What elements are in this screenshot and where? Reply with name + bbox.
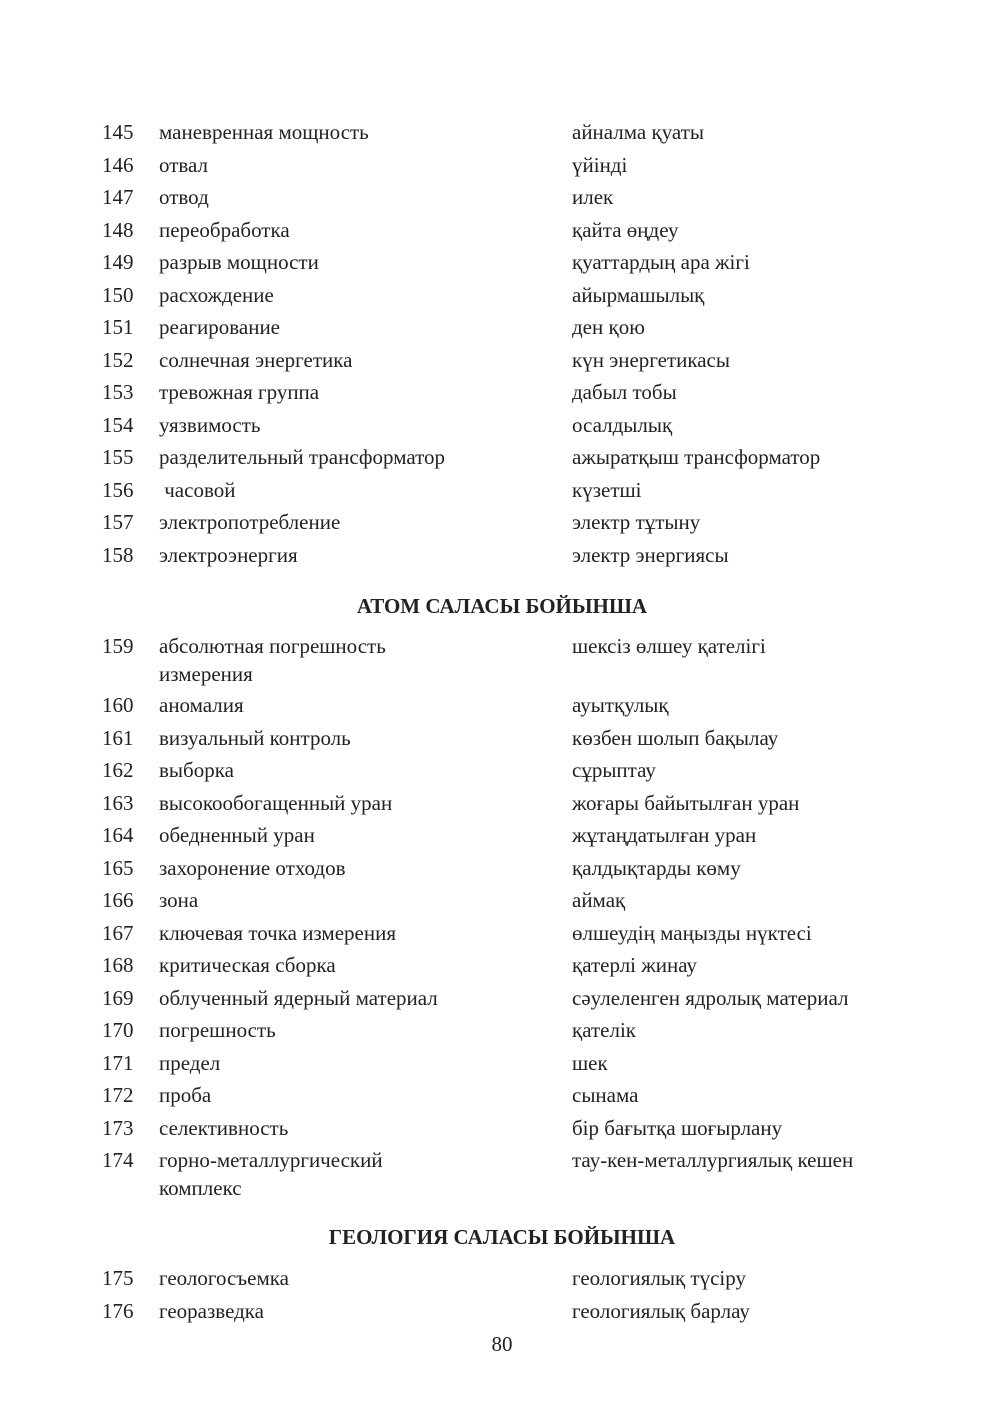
kazakh-term: бір бағытқа шоғырлану [572,1115,783,1140]
table-row [0,508,1004,541]
russian-term: геологосъемка [159,1266,289,1290]
kazakh-term: дабыл тобы [572,380,677,404]
kazakh-term: сұрыптау [572,758,656,782]
russian-term: обедненный уран [159,823,315,847]
page-number: 80 [491,1332,513,1356]
kazakh-term: айырмашылық [572,282,705,307]
russian-term: высокообогащенный уран [159,790,393,815]
kazakh-term: сәулеленген ядролық материал [572,985,849,1010]
entry-number: 157 [102,510,134,534]
table-row [0,724,1004,757]
russian-term: облученный ядерный материал [159,985,438,1010]
russian-term: расхождение [159,282,274,307]
russian-term: ключевая точка измерения [159,920,396,945]
russian-term: солнечная энергетика [159,347,353,372]
table-row [0,541,1004,574]
entry-number: 163 [102,790,134,815]
russian-term: выборка [159,758,234,782]
table-row [0,183,1004,216]
entry-number: 169 [102,985,134,1010]
table-row [0,118,1004,151]
entry-number: 168 [102,953,134,977]
glossary-section-geology [0,1264,1004,1329]
entry-number: 166 [102,888,134,912]
russian-term: абсолютная погрешность измерения [159,634,386,686]
entry-number: 161 [102,725,134,750]
entry-number: 148 [102,217,134,242]
russian-term: отвод [159,185,209,209]
section-heading-geology: ГЕОЛОГИЯ САЛАСЫ БОЙЫНША [328,1225,676,1249]
kazakh-term: қателік [572,1018,636,1042]
entry-number: 152 [102,347,134,372]
entry-number: 158 [102,542,134,567]
entry-number: 171 [102,1050,134,1075]
entry-number: 167 [102,920,134,945]
entry-number: 176 [102,1298,134,1323]
kazakh-term: шексіз өлшеу қателігі [572,634,766,658]
entry-number: 147 [102,185,134,209]
russian-term: аномалия [159,693,244,717]
table-row [0,1114,1004,1147]
table-row [0,1297,1004,1330]
table-row [0,886,1004,919]
section-heading-atom: АТОМ САЛАСЫ БОЙЫНША [356,594,648,618]
russian-term: уязвимость [159,412,261,437]
entry-number: 154 [102,412,134,437]
table-row [0,632,1004,691]
russian-term: переобработка [159,217,290,242]
russian-term: тревожная группа [159,380,320,404]
russian-term: проба [159,1083,212,1107]
entry-number: 156 [102,477,134,502]
entry-number: 145 [102,120,134,144]
entry-number: 155 [102,445,134,469]
kazakh-term: электр тұтыну [572,510,701,534]
russian-term: часовой [159,477,236,502]
glossary-section-atom [0,632,1004,1205]
table-row [0,1049,1004,1082]
kazakh-term: өлшеудің маңызды нүктесі [572,920,812,945]
entry-number: 174 [102,1148,134,1172]
table-row [0,1146,1004,1205]
kazakh-term: қалдықтарды көму [572,855,741,880]
kazakh-term: ауытқулық [572,693,669,717]
entry-number: 165 [102,855,134,880]
kazakh-term: аймақ [572,888,626,912]
table-row [0,1264,1004,1297]
kazakh-term: жұтаңдатылған уран [572,823,757,847]
table-row [0,281,1004,314]
table-row [0,216,1004,249]
kazakh-term: геологиялық барлау [572,1298,750,1323]
entry-number: 162 [102,758,134,782]
kazakh-term: осалдылық [572,412,673,437]
russian-term: погрешность [159,1018,276,1042]
kazakh-term: күн энергетикасы [572,347,730,372]
entry-number: 172 [102,1083,134,1107]
kazakh-term: илек [572,185,614,209]
russian-term: критическая сборка [159,953,336,977]
entry-number: 175 [102,1266,134,1290]
table-row [0,346,1004,379]
table-row [0,756,1004,789]
kazakh-term: ден қою [572,315,645,339]
kazakh-term: қайта өңдеу [572,217,679,242]
entry-number: 151 [102,315,134,339]
russian-term: зона [159,888,199,912]
russian-term: разделительный трансформатор [159,445,446,469]
table-row [0,476,1004,509]
kazakh-term: үйінді [572,152,628,177]
kazakh-term: тау-кен-металлургиялық кешен [572,1148,854,1172]
russian-term: горно-металлургический комплекс [159,1148,383,1200]
kazakh-term: жоғары байытылған уран [572,790,800,815]
russian-term: селективность [159,1115,289,1140]
table-row [0,1081,1004,1114]
kazakh-term: айналма қуаты [572,120,704,144]
table-row [0,789,1004,822]
table-row [0,854,1004,887]
entry-number: 149 [102,250,134,274]
russian-term: реагирование [159,315,281,339]
entry-number: 160 [102,693,134,717]
table-row [0,443,1004,476]
entry-number: 150 [102,282,134,307]
kazakh-term: геологиялық түсіру [572,1266,746,1290]
russian-term: предел [159,1050,221,1075]
entry-number: 164 [102,823,134,847]
russian-term: электроэнергия [159,542,298,567]
kazakh-term: ажыратқыш трансформатор [572,445,821,469]
kazakh-term: қуаттардың ара жігі [572,250,750,274]
entry-number: 170 [102,1018,134,1042]
kazakh-term: сынама [572,1083,639,1107]
entry-number: 153 [102,380,134,404]
russian-term: захоронение отходов [159,855,346,880]
table-row [0,378,1004,411]
russian-term: георазведка [159,1298,264,1323]
table-row [0,313,1004,346]
table-row [0,919,1004,952]
glossary-section-energy [0,118,1004,573]
kazakh-term: көзбен шолып бақылау [572,725,779,750]
russian-term: отвал [159,152,209,177]
table-row [0,984,1004,1017]
russian-term: визуальный контроль [159,725,351,750]
russian-term: электропотребление [159,510,341,534]
table-row [0,151,1004,184]
entry-number: 146 [102,152,134,177]
table-row [0,951,1004,984]
entry-number: 173 [102,1115,134,1140]
table-row [0,411,1004,444]
kazakh-term: күзетші [572,477,642,502]
table-row [0,248,1004,281]
table-row [0,1016,1004,1049]
kazakh-term: электр энергиясы [572,542,729,567]
kazakh-term: қатерлі жинау [572,953,698,977]
table-row [0,821,1004,854]
entry-number: 159 [102,634,134,658]
kazakh-term: шек [572,1050,608,1075]
russian-term: разрыв мощности [159,250,319,274]
russian-term: маневренная мощность [159,120,369,144]
table-row [0,691,1004,724]
